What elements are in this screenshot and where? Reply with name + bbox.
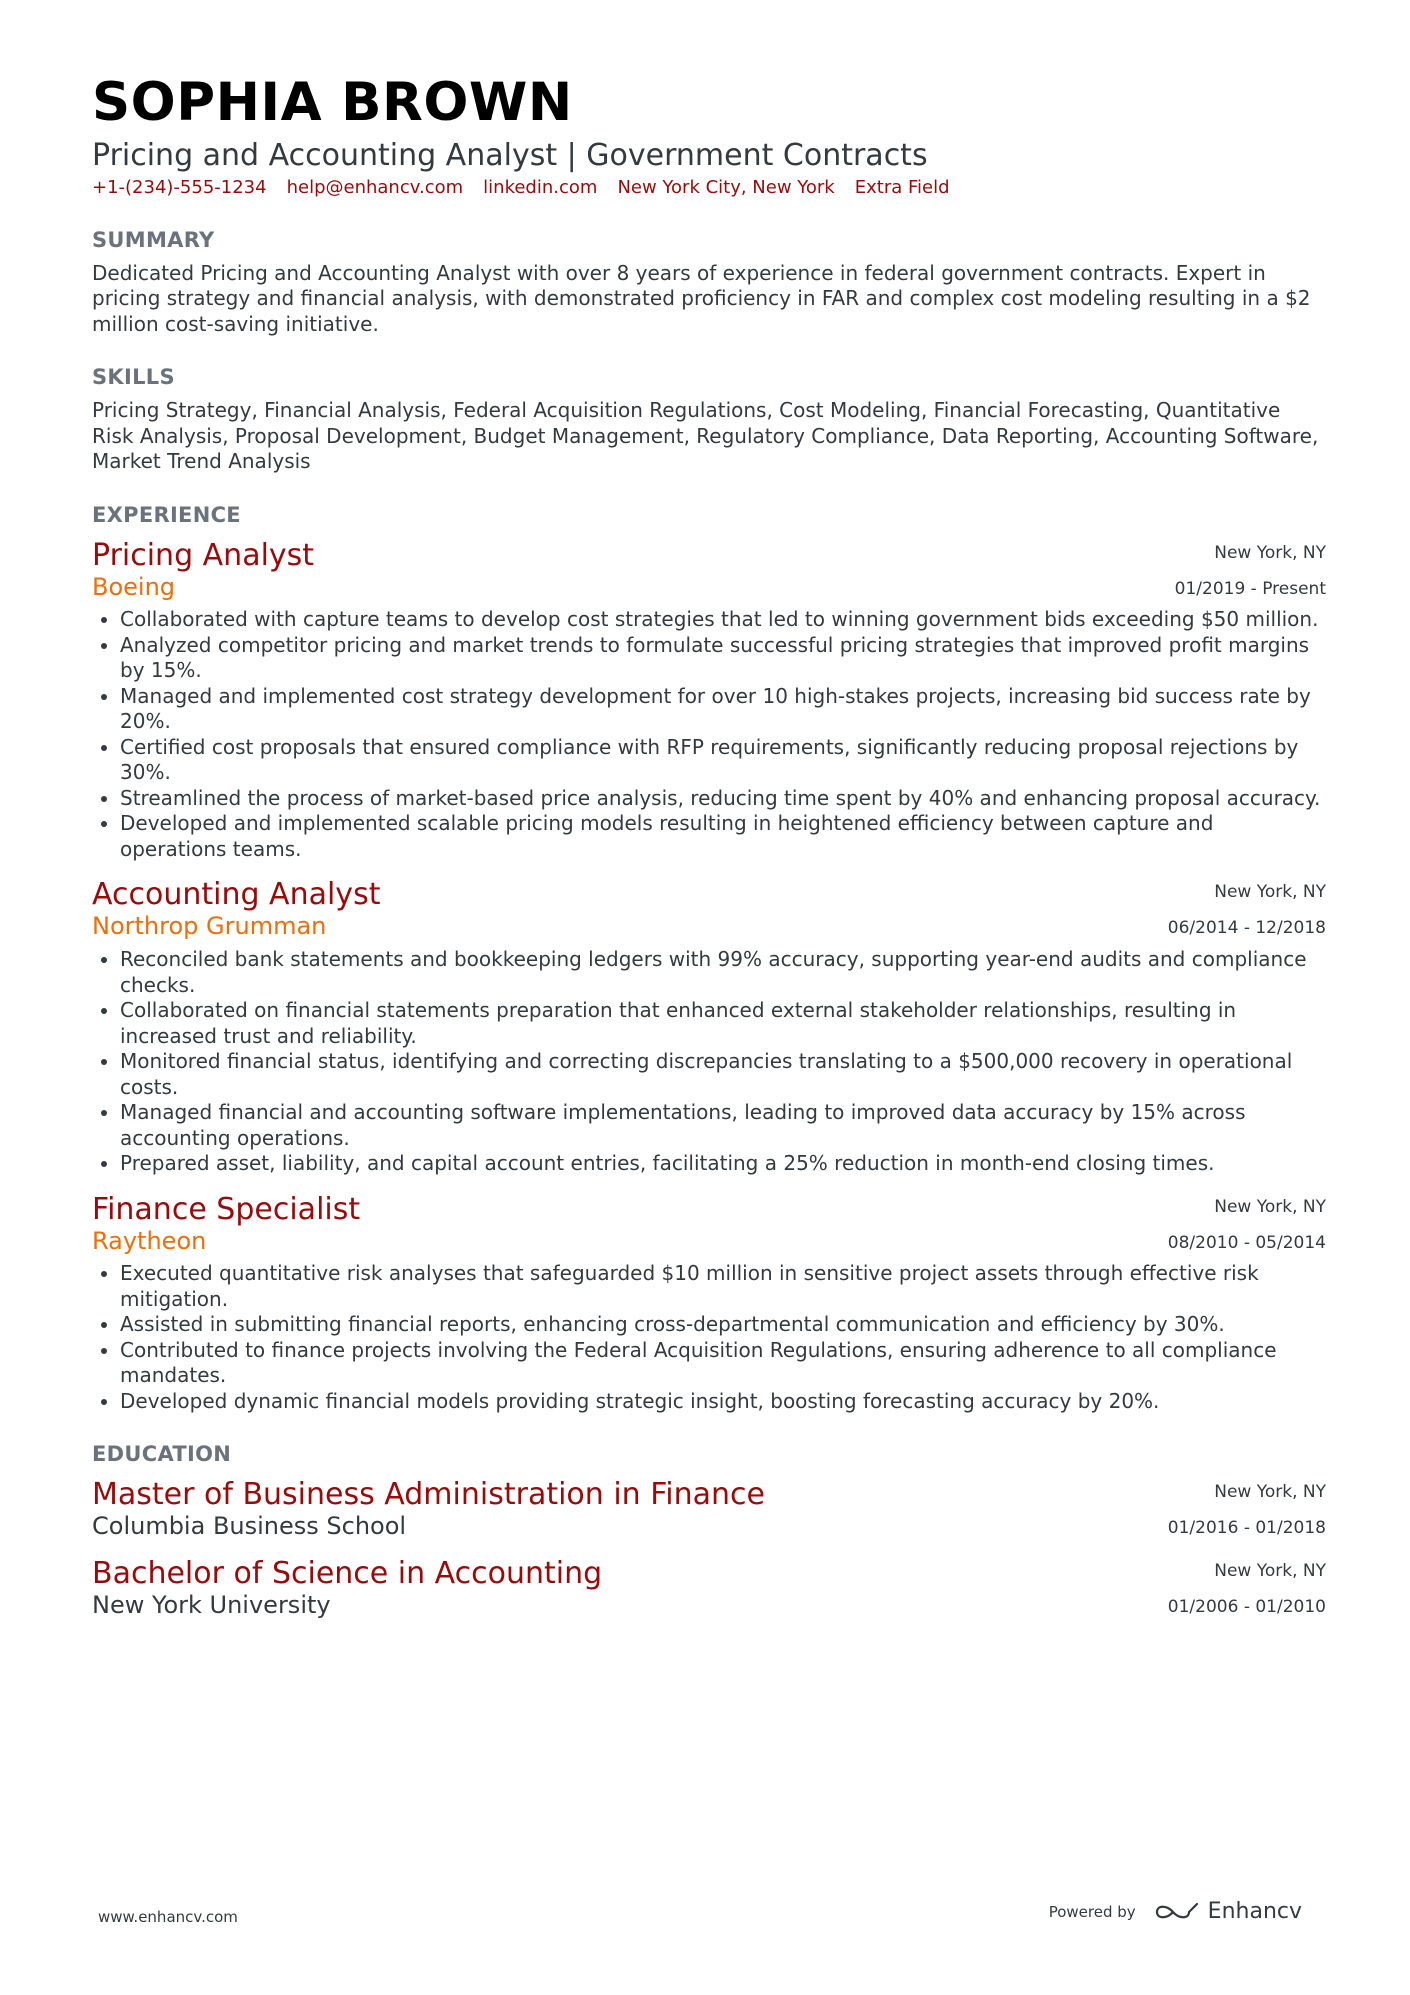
school-name: New York University [92, 1591, 331, 1620]
bullet-item: • Assisted in submitting financial reports, enhancing cross-departmental communication and efficiency by 30%. [120, 1312, 1326, 1338]
job-location: New York, NY [1214, 1196, 1326, 1217]
experience-entry [92, 1193, 1326, 1415]
school-name: Columbia Business School [92, 1512, 407, 1541]
company-name: Boeing [92, 572, 176, 601]
degree-title: Bachelor of Science in Accounting [92, 1556, 603, 1592]
education-dates: 01/2016 - 01/2018 [1167, 1518, 1326, 1539]
bullet-item: • Collaborated on financial statements preparation that enhanced external stakeholder relationships, resulting in increased trust and reliability. [120, 998, 1326, 1049]
headline: Pricing and Accounting Analyst | Government Contracts [92, 138, 928, 173]
education-dates: 01/2006 - 01/2010 [1167, 1597, 1326, 1618]
section-title-summary: SUMMARY [92, 227, 215, 252]
education-location: New York, NY [1214, 1482, 1326, 1503]
bullet-list [92, 607, 1326, 862]
education-location: New York, NY [1214, 1561, 1326, 1582]
extra-field: Extra Field [854, 176, 950, 198]
bullet-item: • Developed and implemented scalable pricing models resulting in heightened efficiency between capture and operations teams. [120, 811, 1326, 862]
powered-by-label: Powered by [1048, 1902, 1136, 1921]
job-dates: 01/2019 - Present [1174, 578, 1326, 599]
contact-bar [92, 177, 1326, 198]
company-name: Northrop Grumman [92, 912, 327, 941]
enhancv-logo-icon [1154, 1900, 1200, 1924]
education-section [92, 1442, 1326, 1620]
bullet-item: • Streamlined the process of market-based price analysis, reducing time spent by 40% and enhancing proposal accuracy. [120, 786, 1326, 812]
company-name: Raytheon [92, 1226, 207, 1255]
bullet-item: • Reconciled bank statements and bookkeeping ledgers with 99% accuracy, supporting year-end audits and compliance checks. [120, 947, 1326, 998]
job-location: New York, NY [1214, 882, 1326, 903]
skills-section [92, 365, 1326, 475]
bullet-list [92, 1261, 1326, 1414]
footer-website-link[interactable]: www.enhancv.com [98, 1908, 238, 1926]
email-link[interactable]: help@enhancv.com [286, 176, 464, 198]
job-title: Pricing Analyst [92, 537, 315, 573]
bullet-item: • Prepared asset, liability, and capital account entries, facilitating a 25% reduction in month-end closing times. [120, 1151, 1326, 1177]
bullet-item: • Executed quantitative risk analyses that safeguarded $10 million in sensitive project assets through effective risk mitigation. [120, 1261, 1326, 1312]
job-dates: 08/2010 - 05/2014 [1167, 1232, 1326, 1253]
section-title-skills: SKILLS [92, 365, 175, 389]
brand-name: Enhancv [1207, 1899, 1302, 1924]
bullet-item: • Managed and implemented cost strategy development for over 10 high-stakes projects, increasing bid success rate by 20%. [120, 684, 1326, 735]
bullet-item: • Developed dynamic financial models providing strategic insight, boosting forecasting accuracy by 20%. [120, 1389, 1326, 1415]
skills-text: Pricing Strategy, Financial Analysis, Federal Acquisition Regulations, Cost Modeling, Financial Forecasting, Quantitative Risk Analysis, Proposal Development, Budget Management, Regulatory Compliance, Data Reporting, Accounting Software, Market Trend Analysis [92, 398, 1319, 473]
location-text: New York City, New York [617, 176, 835, 198]
experience-section [92, 503, 1326, 1415]
bullet-item: • Managed financial and accounting software implementations, leading to improved data accuracy by 15% across accounting operations. [120, 1100, 1326, 1151]
job-location: New York, NY [1214, 542, 1326, 563]
job-title: Finance Specialist [92, 1191, 361, 1227]
enhancv-brand[interactable] [1154, 1899, 1302, 1924]
footer-branding [1049, 1899, 1302, 1924]
section-title-education: EDUCATION [92, 1442, 232, 1467]
linkedin-link[interactable]: linkedin.com [483, 176, 598, 198]
resume-page [92, 72, 1326, 1620]
phone-link[interactable]: +1-(234)-555-1234 [92, 176, 267, 198]
section-title-experience: EXPERIENCE [92, 502, 241, 527]
bullet-item: • Monitored financial status, identifying and correcting discrepancies translating to a $500,000 recovery in operational costs. [120, 1049, 1326, 1100]
bullet-item: • Certified cost proposals that ensured compliance with RFP requirements, significantly reducing proposal rejections by 30%. [120, 735, 1326, 786]
experience-entry [92, 539, 1326, 863]
job-dates: 06/2014 - 12/2018 [1167, 918, 1326, 939]
bullet-item: • Collaborated with capture teams to develop cost strategies that led to winning government bids exceeding $50 million. [120, 607, 1326, 633]
experience-entry [92, 878, 1326, 1176]
candidate-name: SOPHIA BROWN [92, 72, 573, 133]
education-entry [92, 1557, 1326, 1620]
summary-text: Dedicated Pricing and Accounting Analyst with over 8 years of experience in federal government contracts. Expert in pricing strategy and financial analysis, with demonstrated proficiency in FAR and complex cost modeling resulting in a $2 million cost-saving initiative. [92, 260, 1311, 336]
bullet-item: • Contributed to finance projects involving the Federal Acquisition Regulations, ensuring adherence to all compliance mandates. [120, 1338, 1326, 1389]
degree-title: Master of Business Administration in Finance [92, 1477, 765, 1513]
bullet-list [92, 947, 1326, 1177]
education-entry [92, 1478, 1326, 1541]
summary-section [92, 228, 1326, 338]
bullet-item: • Analyzed competitor pricing and market trends to formulate successful pricing strategies that improved profit margins by 15%. [120, 633, 1326, 684]
job-title: Accounting Analyst [92, 877, 381, 913]
